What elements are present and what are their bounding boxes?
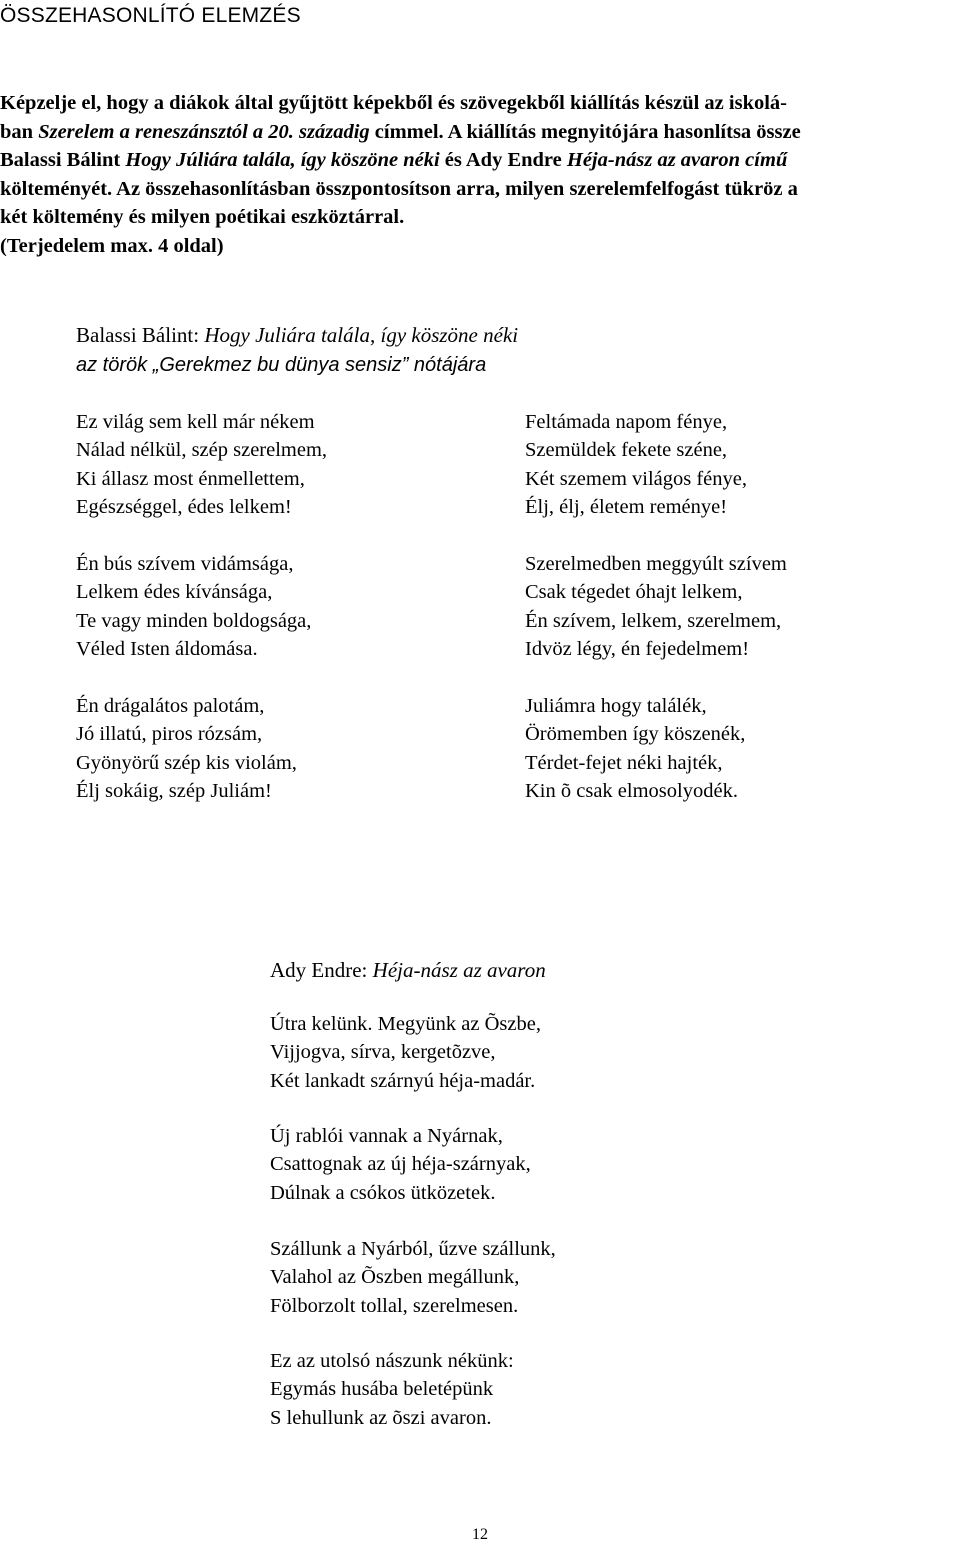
task-line: költeményét. Az összehasonlításban összpontosítson arra, milyen szerelemfelfogást tükröz a — [0, 177, 798, 200]
verse-line: Örömemben így köszenék, — [525, 723, 746, 746]
task-description — [0, 89, 958, 260]
verse-line: Szemüldek fekete széne, — [525, 439, 728, 462]
balassi-stanza-6 — [525, 692, 745, 805]
verse-line: Új rablói vannak a Nyárnak, — [270, 1125, 503, 1147]
poem-title-reference: Héja-nász az avaron című — [566, 149, 788, 171]
task-line: Képzelje el, hogy a diákok által gyűjtött képekből és szövegekből kiállítás készül az iskolá- — [0, 92, 787, 114]
balassi-stanza-1 — [76, 408, 327, 521]
verse-line: Vijjogva, sírva, kergetõzve, — [270, 1041, 496, 1064]
verse-line: Kin õ csak elmosolyodék. — [525, 779, 738, 802]
verse-line: Csattognak az új héja-szárnyak, — [270, 1153, 531, 1176]
verse-line: Véled Isten áldomása. — [76, 637, 258, 660]
page-number: 12 — [472, 1526, 488, 1543]
task-text: ban — [0, 120, 39, 143]
poem-title-reference: Hogy Júliára talála, így köszöne néki — [125, 149, 440, 171]
verse-line: Juliámra hogy találék, — [525, 695, 707, 717]
verse-line: Útra kelünk. Megyünk az Õszbe, — [270, 1013, 541, 1035]
verse-line: Idvöz légy, én fejedelmem! — [525, 637, 750, 660]
ady-stanza-2 — [270, 1122, 531, 1207]
verse-line: Gyönyörű szép kis violám, — [76, 751, 297, 774]
verse-line: Nálad nélkül, szép szerelmem, — [76, 439, 328, 462]
verse-line: Valahol az Õszben megállunk, — [270, 1266, 520, 1289]
ady-poem-title — [270, 955, 546, 985]
verse-line: S lehullunk az õszi avaron. — [270, 1406, 492, 1429]
balassi-poem-title — [76, 320, 518, 350]
verse-line: Szerelmedben meggyúlt szívem — [525, 553, 787, 575]
verse-line: Én drágalátos palotám, — [76, 695, 265, 717]
verse-line: Egészséggel, édes lelkem! — [76, 495, 292, 518]
ady-stanza-4 — [270, 1347, 514, 1432]
balassi-stanza-4 — [525, 408, 747, 521]
poem-author: Balassi Bálint: — [76, 323, 205, 347]
task-line — [0, 146, 958, 175]
ady-stanza-3 — [270, 1235, 556, 1320]
balassi-stanza-2 — [76, 550, 311, 663]
verse-line: Én bús szívem vidámsága, — [76, 553, 294, 575]
verse-line: Élj, élj, életem reménye! — [525, 495, 728, 518]
task-line: két költemény és milyen poétikai eszköztárral. — [0, 206, 405, 228]
poem-title: Hogy Juliára talála, így köszöne néki — [204, 323, 519, 347]
verse-line: Térdet-fejet néki hajték, — [525, 751, 723, 774]
poem-title: Héja-nász az avaron — [372, 958, 546, 982]
verse-line: Élj sokáig, szép Juliám! — [76, 779, 272, 802]
verse-line: Csak tégedet óhajt lelkem, — [525, 581, 743, 604]
task-text: és Ady Endre — [439, 149, 567, 171]
balassi-poem-subtitle: az török „Gerekmez bu dünya sensiz” nótájára — [76, 354, 487, 376]
verse-line: Két szemem világos fénye, — [525, 467, 748, 490]
verse-line: Szállunk a Nyárból, űzve szállunk, — [270, 1238, 556, 1260]
page-heading: ÖSSZEHASONLÍTÓ ELEMZÉS — [0, 4, 301, 27]
verse-line: Jó illatú, piros rózsám, — [76, 723, 263, 746]
balassi-stanza-3 — [76, 692, 297, 805]
verse-line: Te vagy minden boldogsága, — [76, 609, 312, 632]
exhibition-title: Szerelem a reneszánsztól a 20. századig — [38, 120, 370, 143]
verse-line: Ki állasz most énmellettem, — [76, 467, 305, 490]
task-text: Balassi Bálint — [0, 149, 126, 171]
verse-line: Fölborzolt tollal, szerelmesen. — [270, 1294, 519, 1317]
verse-line: Lelkem édes kívánsága, — [76, 581, 273, 604]
task-text: címmel. A kiállítás megnyitójára hasonlítsa össze — [369, 120, 801, 143]
verse-line: Dúlnak a csókos ütközetek. — [270, 1181, 496, 1204]
verse-line: Egymás husába beletépünk — [270, 1378, 494, 1401]
verse-line: Én szívem, lelkem, szerelmem, — [525, 609, 782, 632]
verse-line: Feltámada napom fénye, — [525, 411, 728, 433]
verse-line: Ez világ sem kell már nékem — [76, 411, 315, 433]
verse-line: Ez az utolsó nászunk nékünk: — [270, 1350, 514, 1372]
balassi-stanza-5 — [525, 550, 787, 663]
verse-line: Két lankadt szárnyú héja-madár. — [270, 1069, 536, 1092]
poem-author: Ady Endre: — [270, 958, 373, 982]
ady-stanza-1 — [270, 1010, 541, 1095]
task-line — [0, 118, 958, 147]
task-line: (Terjedelem max. 4 oldal) — [0, 234, 224, 257]
